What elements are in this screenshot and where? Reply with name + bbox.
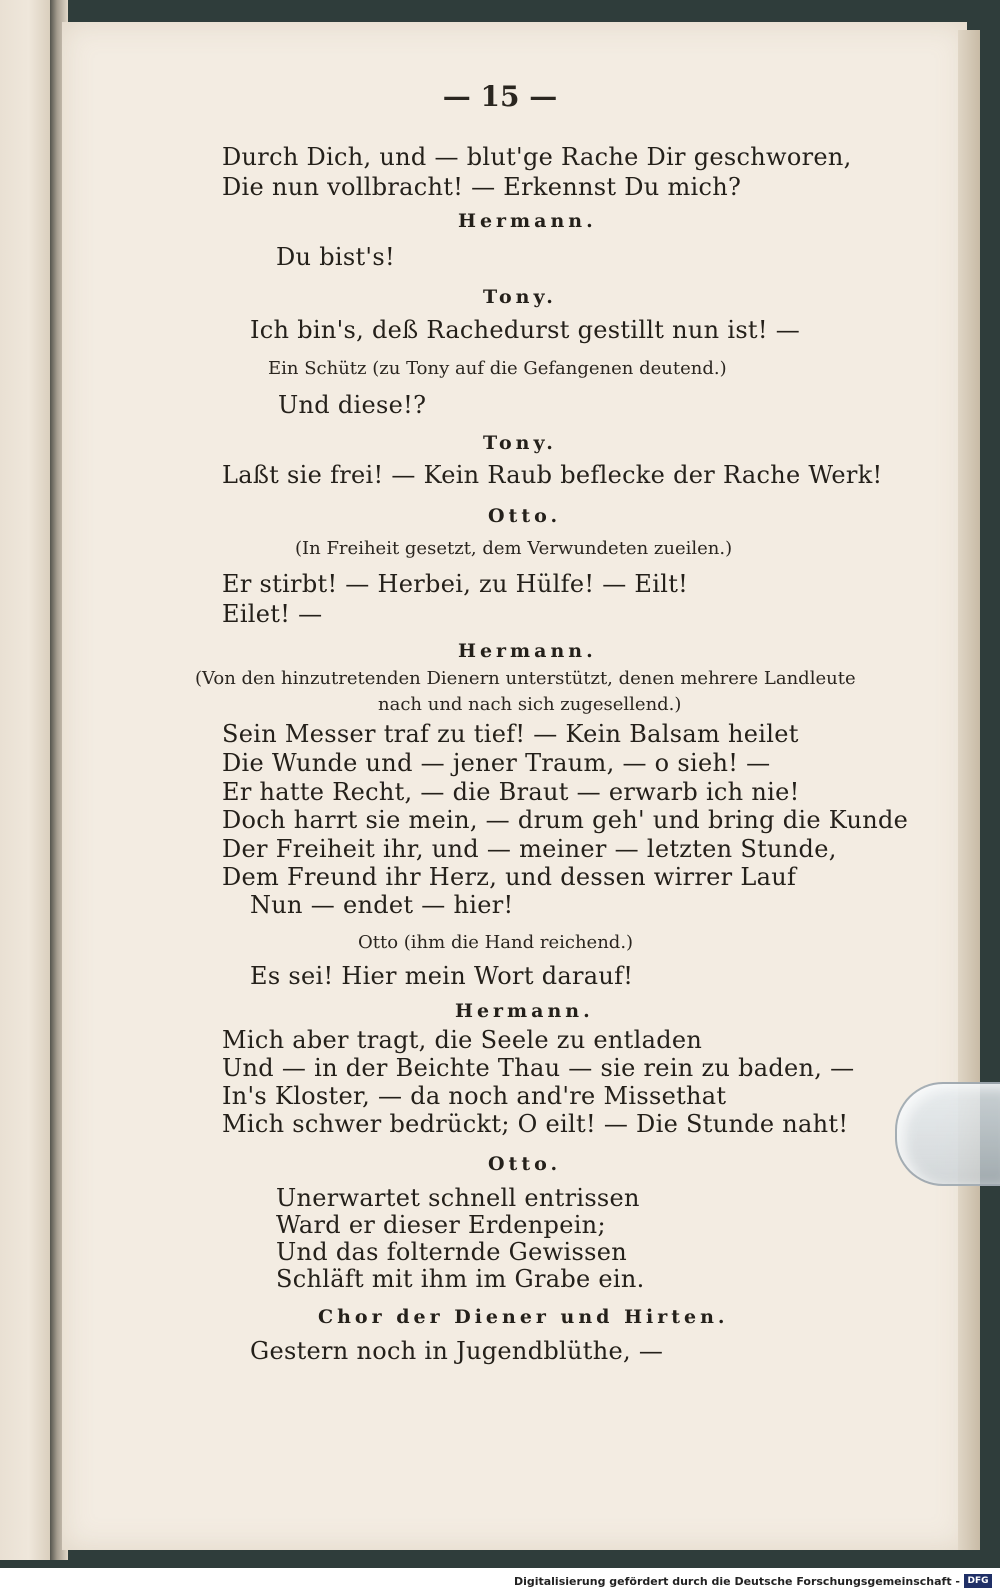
verse-line: Unerwartet schnell entrissen — [276, 1184, 640, 1212]
stage-direction: (Von den hinzutretenden Dienern unterstützt, denen mehrere Landleute — [195, 668, 856, 689]
verse-line: In's Kloster, — da noch and're Missethat — [222, 1082, 727, 1110]
stage-direction: Otto (ihm die Hand reichend.) — [358, 932, 634, 953]
stage-direction: Ein Schütz (zu Tony auf die Gefangenen deutend.) — [268, 358, 727, 379]
verse-line: Eilet! — — [222, 600, 323, 628]
verse-line: Er stirbt! — Herbei, zu Hülfe! — Eilt! — [222, 570, 689, 598]
verse-line: Du bist's! — [276, 243, 395, 271]
verse-line: Ich bin's, deß Rachedurst gestillt nun ist! — — [250, 316, 801, 344]
verse-line: Mich aber tragt, die Seele zu entladen — [222, 1026, 703, 1054]
verse-line: Und — in der Beichte Thau — sie rein zu baden, — — [222, 1054, 855, 1082]
chorus-heading: Chor der Diener und Hirten. — [318, 1306, 729, 1328]
verse-line: Der Freiheit ihr, und — meiner — letzten Stunde, — [222, 835, 837, 863]
verse-line: Schläft mit ihm im Grabe ein. — [276, 1265, 645, 1293]
page-number: — 15 — — [442, 80, 558, 113]
funding-credit: Digitalisierung gefördert durch die Deutsche Forschungsgemeinschaft - — [513, 1575, 960, 1588]
verse-line: Dem Freund ihr Herz, und dessen wirrer Lauf — [222, 863, 797, 891]
verse-line: Gestern noch in Jugendblüthe, — — [250, 1337, 664, 1365]
verse-line: Doch harrt sie mein, — drum geh' und bring die Kunde — [222, 806, 909, 834]
verse-line: Mich schwer bedrückt; O eilt! — Die Stunde naht! — [222, 1110, 849, 1138]
page-clip-holder — [895, 1082, 1000, 1186]
verse-line: Die Wunde und — jener Traum, — o sieh! — — [222, 749, 771, 777]
verse-line: Es sei! Hier mein Wort darauf! — [250, 962, 634, 990]
stage-direction: (In Freiheit gesetzt, dem Verwundeten zueilen.) — [295, 538, 733, 559]
speaker-name: Otto. — [488, 1153, 562, 1175]
stage-direction: nach und nach sich zugesellend.) — [378, 694, 682, 715]
verse-line: Und diese!? — [278, 391, 427, 419]
verse-line: Er hatte Recht, — die Braut — erwarb ich nie! — [222, 778, 800, 806]
verse-line: Und das folternde Gewissen — [276, 1238, 627, 1266]
speaker-name: Tony. — [483, 432, 557, 454]
verse-line: Nun — endet — hier! — [250, 891, 514, 919]
verse-line: Durch Dich, und — blut'ge Rache Dir geschworen, — [222, 143, 852, 171]
speaker-name: Hermann. — [455, 1000, 594, 1022]
verse-line: Die nun vollbracht! — Erkennst Du mich? — [222, 173, 742, 201]
dfg-logo: DFG — [964, 1574, 992, 1588]
verse-line: Laßt sie frei! — Kein Raub beflecke der Rache Werk! — [222, 461, 883, 489]
verse-line: Ward er dieser Erdenpein; — [276, 1211, 606, 1239]
speaker-name: Hermann. — [458, 210, 597, 232]
speaker-name: Otto. — [488, 505, 562, 527]
speaker-name: Hermann. — [458, 640, 597, 662]
verse-line: Sein Messer traf zu tief! — Kein Balsam heilet — [222, 720, 799, 748]
speaker-name: Tony. — [483, 286, 557, 308]
